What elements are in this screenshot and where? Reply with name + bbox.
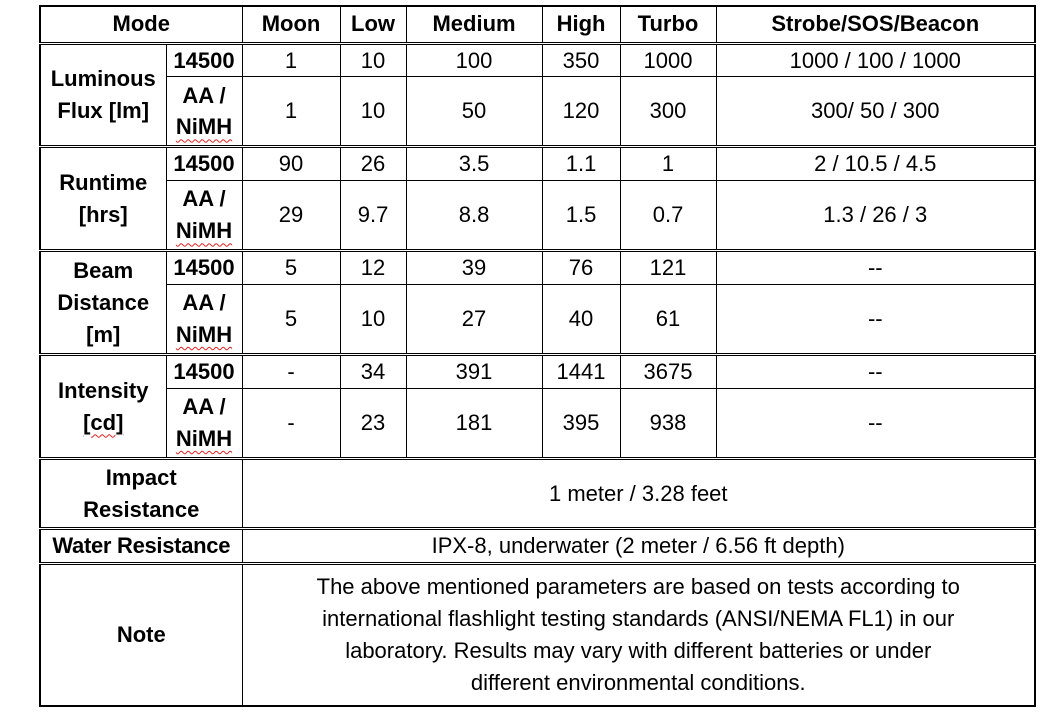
table-row: [40, 77, 1035, 147]
cell-low: 34: [340, 355, 406, 389]
cell-moon: 29: [242, 181, 340, 251]
impact-value: 1 meter / 3.28 feet: [242, 459, 1035, 529]
impact-row: [40, 459, 1035, 529]
cell-low: 10: [340, 285, 406, 355]
cell-medium: 39: [406, 251, 542, 285]
cell-medium: 181: [406, 389, 542, 459]
battery-label-line: NiMH: [175, 218, 233, 244]
cell-medium: 391: [406, 355, 542, 389]
group-label-line: Beam: [73, 257, 134, 283]
cell-strobe: --: [716, 389, 1035, 459]
battery-label: [166, 389, 242, 459]
water-value: IPX-8, underwater (2 meter / 6.56 ft depth): [242, 529, 1035, 564]
cell-moon: 90: [242, 147, 340, 181]
note-line: different environmental conditions.: [470, 669, 806, 695]
table-row: [40, 355, 1035, 389]
note-line: international flashlight testing standards (ANSI/NEMA FL1) in our: [322, 606, 955, 632]
table-row: [40, 251, 1035, 285]
cell-low: 10: [340, 43, 406, 77]
header-row: [40, 6, 1035, 43]
cell-low: 10: [340, 77, 406, 147]
cell-turbo: 1000: [620, 43, 716, 77]
cell-strobe: --: [716, 285, 1035, 355]
battery-label-line: AA /: [182, 290, 226, 316]
group-label-luminous-flux: [40, 43, 166, 147]
table-row: [40, 43, 1035, 77]
impact-label-line: Impact: [105, 464, 177, 490]
header-col-moon: Moon: [242, 6, 340, 43]
cell-low: 23: [340, 389, 406, 459]
water-label: Water Resistance: [40, 529, 242, 564]
cell-medium: 3.5: [406, 147, 542, 181]
group-label-beam-distance: [40, 251, 166, 355]
cell-high: 76: [542, 251, 620, 285]
impact-label-line: Resistance: [83, 496, 200, 522]
cell-high: 1.5: [542, 181, 620, 251]
cell-low: 12: [340, 251, 406, 285]
group-label-line: [m]: [86, 321, 121, 347]
battery-label-line: AA /: [182, 82, 226, 108]
cell-turbo: 61: [620, 285, 716, 355]
impact-label: [40, 459, 242, 529]
header-col-high: High: [542, 6, 620, 43]
battery-label-line: NiMH: [175, 426, 233, 452]
battery-label-line: NiMH: [175, 322, 233, 348]
group-label-intensity: [40, 355, 166, 459]
group-label-line: Luminous: [50, 66, 156, 92]
group-label-line: Runtime: [59, 169, 148, 195]
spec-table: [39, 5, 1036, 707]
table-row: [40, 285, 1035, 355]
water-row: [40, 529, 1035, 564]
battery-label: [166, 181, 242, 251]
group-label-runtime: [40, 147, 166, 251]
cell-moon: 1: [242, 43, 340, 77]
header-col-strobe: Strobe/SOS/Beacon: [716, 6, 1035, 43]
group-label-line: Intensity: [58, 377, 149, 403]
battery-label: 14500: [166, 147, 242, 181]
cell-medium: 27: [406, 285, 542, 355]
header-col-turbo: Turbo: [620, 6, 716, 43]
cell-strobe: --: [716, 251, 1035, 285]
cell-high: 120: [542, 77, 620, 147]
battery-label-line: AA /: [182, 394, 226, 420]
battery-label: 14500: [166, 355, 242, 389]
group-label-line: Distance: [57, 289, 150, 315]
cell-strobe: --: [716, 355, 1035, 389]
battery-label: [166, 285, 242, 355]
cell-medium: 50: [406, 77, 542, 147]
cell-turbo: 3675: [620, 355, 716, 389]
cell-high: 40: [542, 285, 620, 355]
header-col-low: Low: [340, 6, 406, 43]
cell-strobe: 1000 / 100 / 1000: [716, 43, 1035, 77]
group-label-line: [cd]: [83, 409, 124, 435]
note-label: Note: [40, 563, 242, 706]
cell-turbo: 938: [620, 389, 716, 459]
group-label-line: Flux [lm]: [57, 97, 150, 123]
table-row: [40, 147, 1035, 181]
cell-low: 26: [340, 147, 406, 181]
cell-medium: 100: [406, 43, 542, 77]
battery-label-line: AA /: [182, 186, 226, 212]
battery-label: 14500: [166, 43, 242, 77]
cell-low: 9.7: [340, 181, 406, 251]
note-text: [242, 563, 1035, 706]
header-col-medium: Medium: [406, 6, 542, 43]
battery-label: [166, 77, 242, 147]
note-line: The above mentioned parameters are based on tests according to: [316, 574, 960, 600]
group-label-line: [hrs]: [78, 201, 128, 227]
note-row: [40, 563, 1035, 706]
cell-moon: 1: [242, 77, 340, 147]
cell-moon: -: [242, 389, 340, 459]
header-mode: Mode: [40, 6, 242, 43]
cell-strobe: 300/ 50 / 300: [716, 77, 1035, 147]
cell-moon: -: [242, 355, 340, 389]
cell-turbo: 300: [620, 77, 716, 147]
cell-moon: 5: [242, 251, 340, 285]
cell-moon: 5: [242, 285, 340, 355]
cell-high: 1.1: [542, 147, 620, 181]
cell-strobe: 1.3 / 26 / 3: [716, 181, 1035, 251]
note-line: laboratory. Results may vary with different batteries or under: [345, 637, 932, 663]
cell-high: 350: [542, 43, 620, 77]
cell-turbo: 121: [620, 251, 716, 285]
table-row: [40, 389, 1035, 459]
cell-medium: 8.8: [406, 181, 542, 251]
cell-turbo: 1: [620, 147, 716, 181]
battery-label-line: NiMH: [175, 114, 233, 140]
cell-strobe: 2 / 10.5 / 4.5: [716, 147, 1035, 181]
battery-label: 14500: [166, 251, 242, 285]
table-row: [40, 181, 1035, 251]
cell-high: 395: [542, 389, 620, 459]
cell-high: 1441: [542, 355, 620, 389]
cell-turbo: 0.7: [620, 181, 716, 251]
